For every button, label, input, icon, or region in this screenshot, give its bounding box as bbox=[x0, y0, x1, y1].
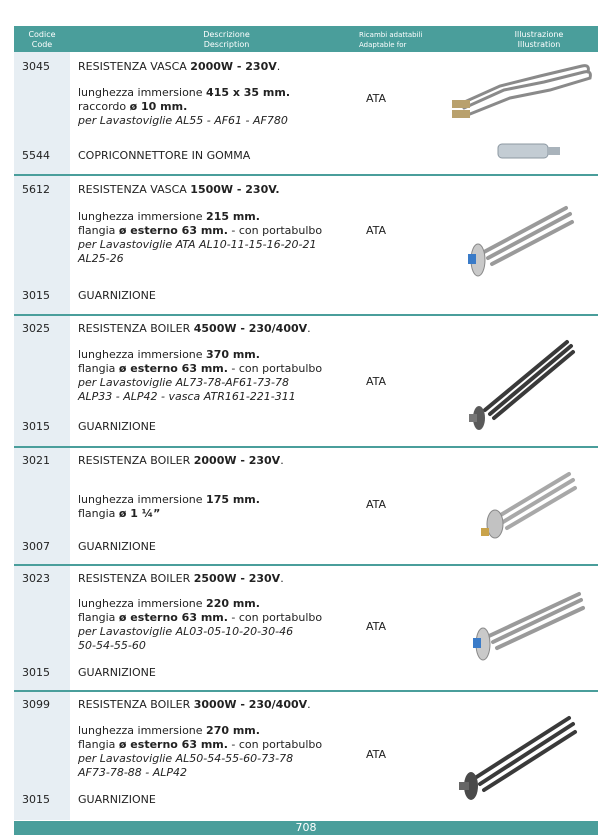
product-code: 3045 bbox=[22, 60, 50, 73]
compatible-models: ALP33 - ALP42 - vasca ATR161-221-311 bbox=[78, 390, 296, 403]
title-suffix: . bbox=[276, 60, 281, 73]
compatible-models: per Lavastoviglie AL50-54-55-60-73-78 bbox=[78, 752, 294, 765]
title-bold: 4500W - 230/400V bbox=[193, 322, 308, 335]
cover-tip bbox=[548, 147, 560, 155]
sub-product-code: 3007 bbox=[22, 540, 50, 553]
spec-text: lunghezza immersione bbox=[78, 493, 207, 506]
spec-bold: ø esterno 63 mm. bbox=[118, 224, 228, 237]
sub-product-code: 5544 bbox=[22, 149, 50, 162]
header-ill-en: Illustration bbox=[517, 40, 561, 49]
product-specs bbox=[78, 493, 378, 521]
product-table bbox=[14, 52, 598, 820]
product-group bbox=[14, 692, 598, 820]
adaptable-for: ATA bbox=[366, 224, 387, 237]
spec-text: lunghezza immersione bbox=[78, 597, 207, 610]
sub-product-name: GUARNIZIONE bbox=[78, 289, 156, 302]
spec-line bbox=[78, 210, 378, 224]
spec-text: flangia bbox=[78, 507, 119, 520]
spec-line bbox=[78, 348, 378, 362]
spec-text: flangia bbox=[78, 224, 119, 237]
title-suffix: . bbox=[280, 572, 284, 585]
compatible-models: per Lavastoviglie AL03-05-10-20-30-46 bbox=[78, 625, 294, 638]
heating-element-image bbox=[444, 60, 594, 122]
title-text: RESISTENZA BOILER bbox=[78, 572, 194, 585]
sub-product-name: GUARNIZIONE bbox=[78, 666, 156, 679]
header-adapt-en: Adaptable for bbox=[359, 41, 407, 49]
compatible-models: 50-54-55-60 bbox=[78, 639, 146, 652]
terminal-shape bbox=[468, 254, 476, 264]
sub-product-name: GUARNIZIONE bbox=[78, 420, 156, 433]
title-text: RESISTENZA BOILER bbox=[78, 454, 194, 467]
spec-text: - con portabulbo bbox=[227, 738, 323, 751]
page-number: 708 bbox=[295, 821, 317, 834]
product-specs bbox=[78, 86, 378, 128]
terminal-shape bbox=[452, 100, 470, 108]
spec-text: lunghezza immersione bbox=[78, 724, 207, 737]
spec-bold: ø esterno 63 mm. bbox=[118, 611, 228, 624]
terminal-shape bbox=[469, 414, 477, 422]
cover-body bbox=[498, 144, 548, 158]
spec-bold: 370 mm. bbox=[206, 348, 260, 361]
adaptable-for: ATA bbox=[366, 498, 387, 511]
product-code: 3099 bbox=[22, 698, 50, 711]
sub-product-code: 3015 bbox=[22, 666, 50, 679]
title-suffix: . bbox=[280, 454, 284, 467]
heating-element-image bbox=[449, 706, 589, 806]
spec-bold: ø 1 ¼” bbox=[118, 507, 161, 520]
compatible-models: per Lavastoviglie AL55 - AF61 - AF780 bbox=[78, 114, 288, 127]
product-title bbox=[78, 698, 311, 711]
left-margin bbox=[0, 0, 12, 838]
spec-text: flangia bbox=[78, 738, 119, 751]
spec-line bbox=[78, 224, 378, 238]
product-group bbox=[14, 566, 598, 692]
spec-text: lunghezza immersione bbox=[78, 210, 207, 223]
product-code: 3025 bbox=[22, 322, 50, 335]
spec-text: - con portabulbo bbox=[227, 224, 323, 237]
product-code: 3021 bbox=[22, 454, 50, 467]
sub-product-name: GUARNIZIONE bbox=[78, 540, 156, 553]
spec-line bbox=[78, 507, 378, 521]
page-footer bbox=[14, 821, 598, 835]
product-title bbox=[78, 572, 284, 585]
terminal-shape bbox=[481, 528, 489, 536]
product-group bbox=[14, 316, 598, 448]
header-desc-it: Descrizione bbox=[203, 30, 250, 39]
product-title bbox=[78, 60, 280, 73]
title-bold: 3000W - 230/400V bbox=[193, 698, 308, 711]
rubber-cover-image bbox=[494, 138, 564, 164]
spec-bold: 215 mm. bbox=[206, 210, 260, 223]
header-ill-it: Illustrazione bbox=[514, 30, 564, 39]
product-code: 3023 bbox=[22, 572, 50, 585]
spec-text: - con portabulbo bbox=[227, 611, 323, 624]
compatible-models: AF73-78-88 - ALP42 bbox=[78, 766, 188, 779]
spec-text: lunghezza immersione bbox=[78, 348, 207, 361]
spec-line bbox=[78, 362, 378, 376]
product-code: 5612 bbox=[22, 183, 50, 196]
header-desc-en: Description bbox=[203, 40, 250, 49]
spec-line bbox=[78, 738, 378, 752]
sub-product-name: COPRICONNETTORE IN GOMMA bbox=[78, 149, 251, 162]
title-text: RESISTENZA VASCA bbox=[78, 183, 191, 196]
spec-text: flangia bbox=[78, 611, 119, 624]
product-specs bbox=[78, 597, 378, 653]
spec-bold: 220 mm. bbox=[206, 597, 260, 610]
header-code-it: Codice bbox=[28, 30, 56, 39]
adaptable-for: ATA bbox=[366, 748, 387, 761]
title-bold: 1500W - 230V. bbox=[190, 183, 280, 196]
product-specs bbox=[78, 724, 378, 780]
title-bold: 2000W - 230V bbox=[193, 454, 281, 467]
title-bold: 2500W - 230V bbox=[193, 572, 281, 585]
header-code-en: Code bbox=[31, 40, 53, 49]
title-bold: 2000W - 230V bbox=[190, 60, 277, 73]
product-group bbox=[14, 52, 598, 176]
adaptable-for: ATA bbox=[366, 620, 387, 633]
compatible-models: per Lavastoviglie AL73-78-AF61-73-78 bbox=[78, 376, 289, 389]
spec-line bbox=[78, 493, 378, 507]
header-illustration bbox=[484, 30, 594, 50]
spec-line bbox=[78, 86, 378, 100]
spec-bold: ø esterno 63 mm. bbox=[118, 738, 228, 751]
title-suffix: . bbox=[307, 322, 311, 335]
heating-element-image bbox=[459, 334, 584, 430]
adaptable-for: ATA bbox=[366, 92, 387, 105]
sub-product-code: 3015 bbox=[22, 420, 50, 433]
spec-text: raccordo bbox=[78, 100, 130, 113]
spec-line bbox=[78, 724, 378, 738]
spec-bold: ø 10 mm. bbox=[129, 100, 188, 113]
title-text: RESISTENZA BOILER bbox=[78, 322, 194, 335]
spec-bold: 415 x 35 mm. bbox=[206, 86, 291, 99]
sub-product-name: GUARNIZIONE bbox=[78, 793, 156, 806]
product-specs bbox=[78, 210, 378, 266]
product-title bbox=[78, 454, 284, 467]
product-group bbox=[14, 176, 598, 316]
product-specs bbox=[78, 348, 378, 404]
product-group bbox=[14, 448, 598, 566]
spec-bold: 175 mm. bbox=[206, 493, 260, 506]
header-adaptable bbox=[359, 30, 469, 50]
heating-element-image bbox=[459, 584, 589, 664]
sub-product-code: 3015 bbox=[22, 793, 50, 806]
product-title bbox=[78, 183, 280, 196]
heating-element-image bbox=[454, 194, 584, 278]
header-code bbox=[14, 30, 70, 50]
spec-text: - con portabulbo bbox=[227, 362, 323, 375]
spec-bold: ø esterno 63 mm. bbox=[118, 362, 228, 375]
terminal-shape bbox=[452, 110, 470, 118]
terminal-shape bbox=[459, 782, 469, 790]
title-suffix: . bbox=[307, 698, 311, 711]
heating-element-image bbox=[469, 458, 584, 544]
spec-bold: 270 mm. bbox=[206, 724, 260, 737]
compatible-models: per Lavastoviglie ATA AL10-11-15-16-20-21 bbox=[78, 238, 317, 251]
adaptable-for: ATA bbox=[366, 375, 387, 388]
title-text: RESISTENZA BOILER bbox=[78, 698, 194, 711]
spec-line bbox=[78, 100, 378, 114]
spec-text: flangia bbox=[78, 362, 119, 375]
spec-text: lunghezza immersione bbox=[78, 86, 207, 99]
table-header bbox=[14, 26, 598, 52]
header-description bbox=[124, 30, 329, 50]
compatible-models: AL25-26 bbox=[78, 252, 124, 265]
flange-shape bbox=[487, 510, 503, 538]
header-adapt-it: Ricambi adattabili bbox=[359, 31, 423, 39]
title-text: RESISTENZA VASCA bbox=[78, 60, 191, 73]
spec-line bbox=[78, 597, 378, 611]
product-title bbox=[78, 322, 311, 335]
terminal-shape bbox=[473, 638, 481, 648]
sub-product-code: 3015 bbox=[22, 289, 50, 302]
spec-line bbox=[78, 611, 378, 625]
